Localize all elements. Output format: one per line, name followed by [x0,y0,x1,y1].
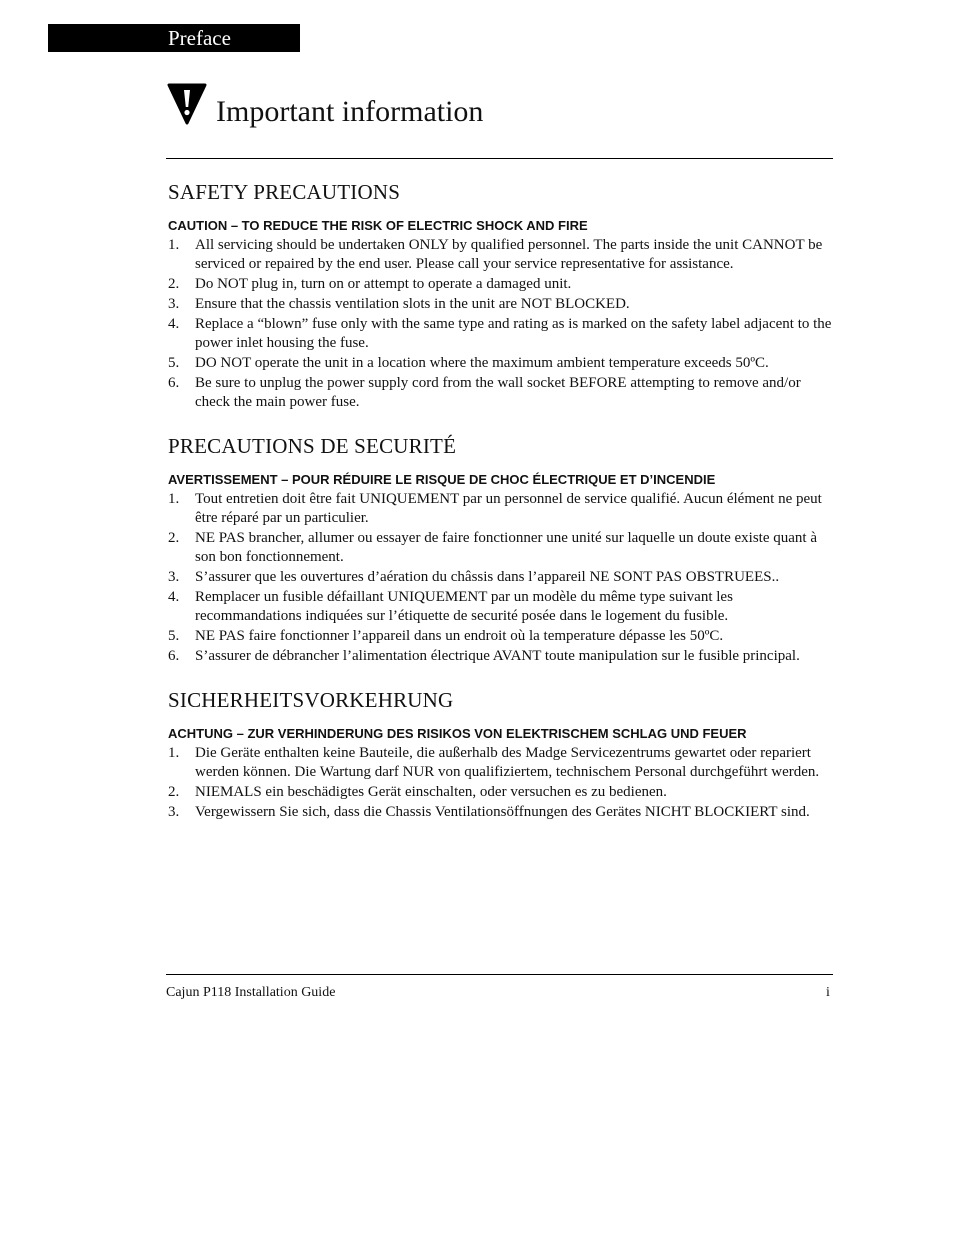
section-title: SAFETY PRECAUTIONS [168,180,401,204]
item-text: Ensure that the chassis ventilation slots in the unit are NOT BLOCKED. [195,296,630,312]
item-text: S’assurer que les ouvertures d’aération du châssis dans l’appareil NE SONT PAS OBSTRUEES.. [195,569,780,585]
list-item [166,568,833,587]
list-item [166,315,833,353]
item-number: 3. [168,804,180,820]
item-text: NE PAS brancher, allumer ou essayer de faire fonctionner une unité sur laquelle un doute existe quant à son bon fonctionnement. [195,530,817,565]
section-title: SICHERHEITSVORKEHRUNG [168,688,454,712]
item-text: Tout entretien doit être fait UNIQUEMENT par un personnel de service qualifié. Aucun élément ne peut être réparé par un particulier. [195,491,822,526]
warning-icon [166,82,208,126]
list-item [166,647,833,666]
list-item [166,529,833,567]
content [166,178,833,823]
section-title: PRECAUTIONS DE SECURITÉ [168,434,457,458]
list-item [166,295,833,314]
item-number: 3. [168,296,180,312]
list-item [166,783,833,802]
caution-heading: ACHTUNG – ZUR VERHINDERUNG DES RISIKOS VON ELEKTRISCHEM SCHLAG UND FEUER [168,726,747,741]
list-item [166,588,833,626]
item-text: DO NOT operate the unit in a location where the maximum ambient temperature exceeds 50ºC. [195,355,769,371]
page-title: Important information [216,95,484,128]
item-number: 4. [168,589,180,605]
item-number: 2. [168,530,180,546]
footer-guide-title: Cajun P118 Installation Guide [166,985,336,1000]
item-text: All servicing should be undertaken ONLY by qualified personnel. The parts inside the unit CANNOT be serviced or repaired by the end user. Please call your service representative for assistance. [195,237,823,272]
item-text: Remplacer un fusible défaillant UNIQUEMENT par un modèle du même type suivant les recommandations indiquées sur l’étiquette de securité posée dans le logement du fusible. [195,589,733,624]
caution-heading: CAUTION – TO REDUCE THE RISK OF ELECTRIC SHOCK AND FIRE [168,218,588,233]
item-number: 2. [168,276,180,292]
list-item [166,236,833,274]
header-tab-label: Preface [168,26,231,50]
list-item [166,744,833,782]
precaution-list [166,236,833,412]
item-text: NE PAS faire fonctionner l’appareil dans un endroit où la temperature dépasse les 50ºC. [195,628,724,644]
item-number: 6. [168,648,180,664]
precaution-list [166,490,833,666]
item-number: 4. [168,316,180,332]
item-text: Vergewissern Sie sich, dass die Chassis Ventilationsöffnungen des Gerätes NICHT BLOCKIERT sind. [195,804,810,820]
item-number: 1. [168,237,180,253]
list-item [166,490,833,528]
list-item [166,627,833,646]
footer-page-number: i [826,985,830,1000]
item-number: 2. [168,784,180,800]
item-number: 5. [168,628,180,644]
item-text: S’assurer de débrancher l’alimentation électrique AVANT toute manipulation sur le fusible principal. [195,648,800,664]
item-text: Be sure to unplug the power supply cord from the wall socket BEFORE attempting to remove and/or check the main power fuse. [195,375,801,410]
list-item [166,374,833,412]
title-rule [166,158,833,159]
item-number: 3. [168,569,180,585]
item-number: 5. [168,355,180,371]
section-sicherheit [166,686,833,822]
item-number: 1. [168,745,180,761]
section-safety [166,178,833,412]
item-text: Die Geräte enthalten keine Bauteile, die außerhalb des Madge Servicezentrums gewartet oder repariert werden können. Die Wartung darf NUR von qualifiziertem, technischem Personal durchgeführt werden. [195,745,820,780]
item-number: 1. [168,491,180,507]
list-item [166,275,833,294]
list-item [166,354,833,373]
item-text: Do NOT plug in, turn on or attempt to operate a damaged unit. [195,276,572,292]
precaution-list [166,744,833,822]
item-number: 6. [168,375,180,391]
header-bar [48,24,300,52]
caution-heading: AVERTISSEMENT – POUR RÉDUIRE LE RISQUE DE CHOC ÉLECTRIQUE ET D’INCENDIE [168,472,716,487]
list-item [166,803,833,822]
section-securite [166,432,833,666]
item-text: NIEMALS ein beschädigtes Gerät einschalten, oder versuchen es zu bedienen. [195,784,667,800]
item-text: Replace a “blown” fuse only with the same type and rating as is marked on the safety label adjacent to the power inlet housing the fuse. [195,316,832,351]
footer-rule [166,974,833,975]
